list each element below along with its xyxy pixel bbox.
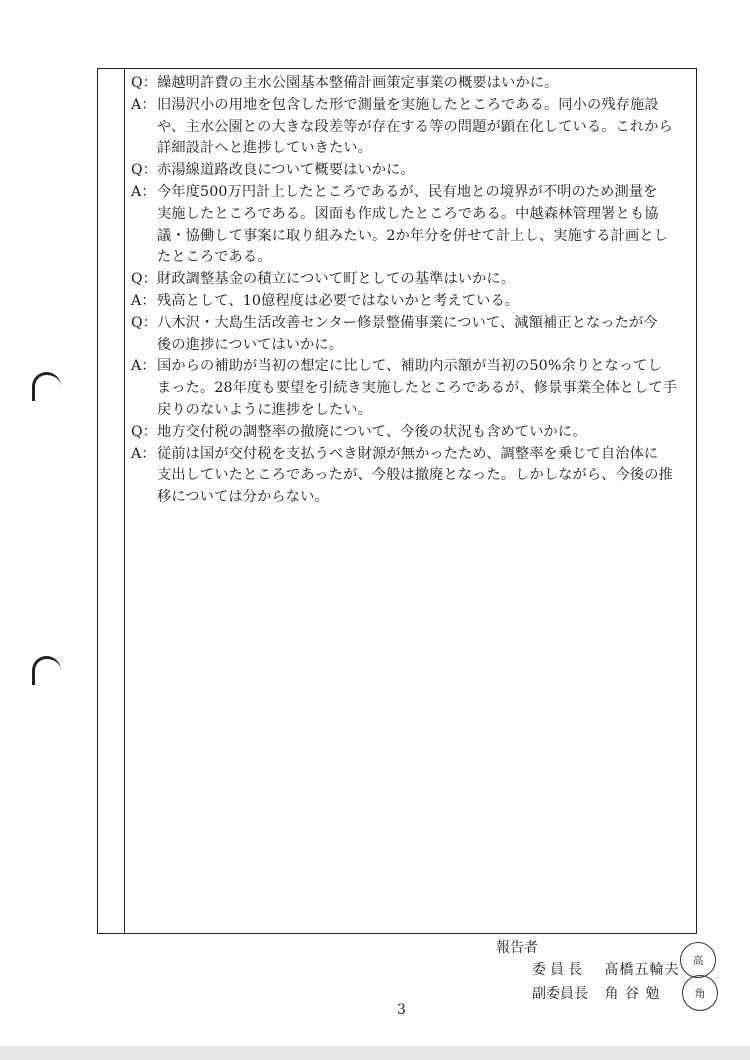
qa-line: たところである。 (157, 249, 272, 266)
qa-tag: A： (131, 445, 156, 462)
qa-line: 移については分からない。 (157, 489, 329, 506)
answer-entry (131, 444, 691, 509)
binder-hole-mark (32, 656, 61, 685)
qa-line: 戻りのないように進捗をしたい。 (157, 401, 373, 418)
qa-line: 従前は国が交付税を支払うべき財源が無かったため、調整率を乗じて自治体に (157, 445, 659, 462)
minutes-frame (97, 68, 697, 934)
qa-line: 詳細設計へと進捗していきたい。 (157, 140, 373, 157)
question-entry (131, 73, 691, 95)
qa-tag: A： (131, 183, 156, 200)
scan-bottom-shade (0, 1046, 750, 1060)
qa-line: 国からの補助が当初の想定に比して、補助内示額が当初の50%余りとなってし (157, 358, 662, 375)
qa-tag: A： (131, 358, 156, 375)
qa-tag: A： (131, 96, 156, 113)
qa-line: 議・協働して事案に取り組みたい。2か年分を併せて計上し、実施する計画とし (157, 227, 668, 244)
qa-line: 後の進捗についてはいかに。 (157, 336, 344, 353)
answer-entry (131, 291, 691, 313)
chair-role: 委員長 (532, 962, 586, 978)
qa-line: 八木沢・大島生活改善センター修景整備事業について、減額補正となったが今 (157, 314, 658, 331)
qa-line: や、主水公園との大きな段差等が存在する等の問題が顕在化している。これから (157, 118, 673, 135)
answer-entry (131, 95, 691, 160)
answer-entry (131, 356, 691, 421)
qa-line: 旧湯沢小の用地を包含した形で測量を実施したところである。同小の残存施設 (157, 96, 659, 113)
qa-tag: Q： (131, 423, 158, 440)
binder-hole-mark (32, 372, 61, 401)
frame-margin-rule (124, 69, 125, 933)
qa-tag: Q： (131, 75, 158, 91)
qa-line: 今年度500万円計上したところであるが、民有地との境界が不明のため測量を (157, 183, 658, 200)
qa-list (131, 73, 691, 509)
qa-tag: A： (131, 292, 156, 309)
qa-line: 繰越明許費の主水公園基本整備計画策定事業の概要はいかに。 (157, 75, 559, 91)
vice-chair-role: 副委員長 (532, 986, 588, 1002)
signature-chair (532, 959, 679, 979)
question-entry (131, 160, 691, 182)
chair-name: 髙橋五輪夫 (604, 962, 680, 978)
qa-line: 地方交付税の調整率の撤廃について、今後の状況も含めていかに。 (157, 423, 587, 440)
chair-seal-stamp: 高 (680, 942, 716, 978)
qa-line: 財政調整基金の積立について町としての基準はいかに。 (157, 271, 516, 288)
page-number: 3 (397, 1002, 406, 1018)
vice-chair-name: 角 谷 勉 (604, 986, 661, 1002)
qa-line: まった。28年度も要望を引続き実施したところであるが、修景事業全体として手 (157, 380, 678, 397)
question-entry (131, 269, 691, 291)
reporter-label: 報告者 (496, 940, 538, 956)
qa-tag: Q： (131, 271, 158, 288)
vice-chair-seal-stamp: 角 (682, 975, 718, 1011)
qa-tag: Q： (131, 314, 158, 331)
answer-entry (131, 182, 691, 269)
qa-line: 赤湯線道路改良について概要はいかに。 (157, 162, 415, 179)
question-entry (131, 422, 691, 444)
qa-tag: Q： (131, 162, 158, 179)
qa-line: 残高として、10億程度は必要ではないかと考えている。 (157, 292, 520, 309)
qa-line: 実施したところである。図面も作成したところである。中越森林管理署とも協 (157, 205, 659, 222)
question-entry (131, 313, 691, 357)
qa-line: 支出していたところであったが、今般は撤廃となった。しかしながら、今後の推 (157, 467, 673, 484)
signature-vice-chair (532, 983, 660, 1003)
